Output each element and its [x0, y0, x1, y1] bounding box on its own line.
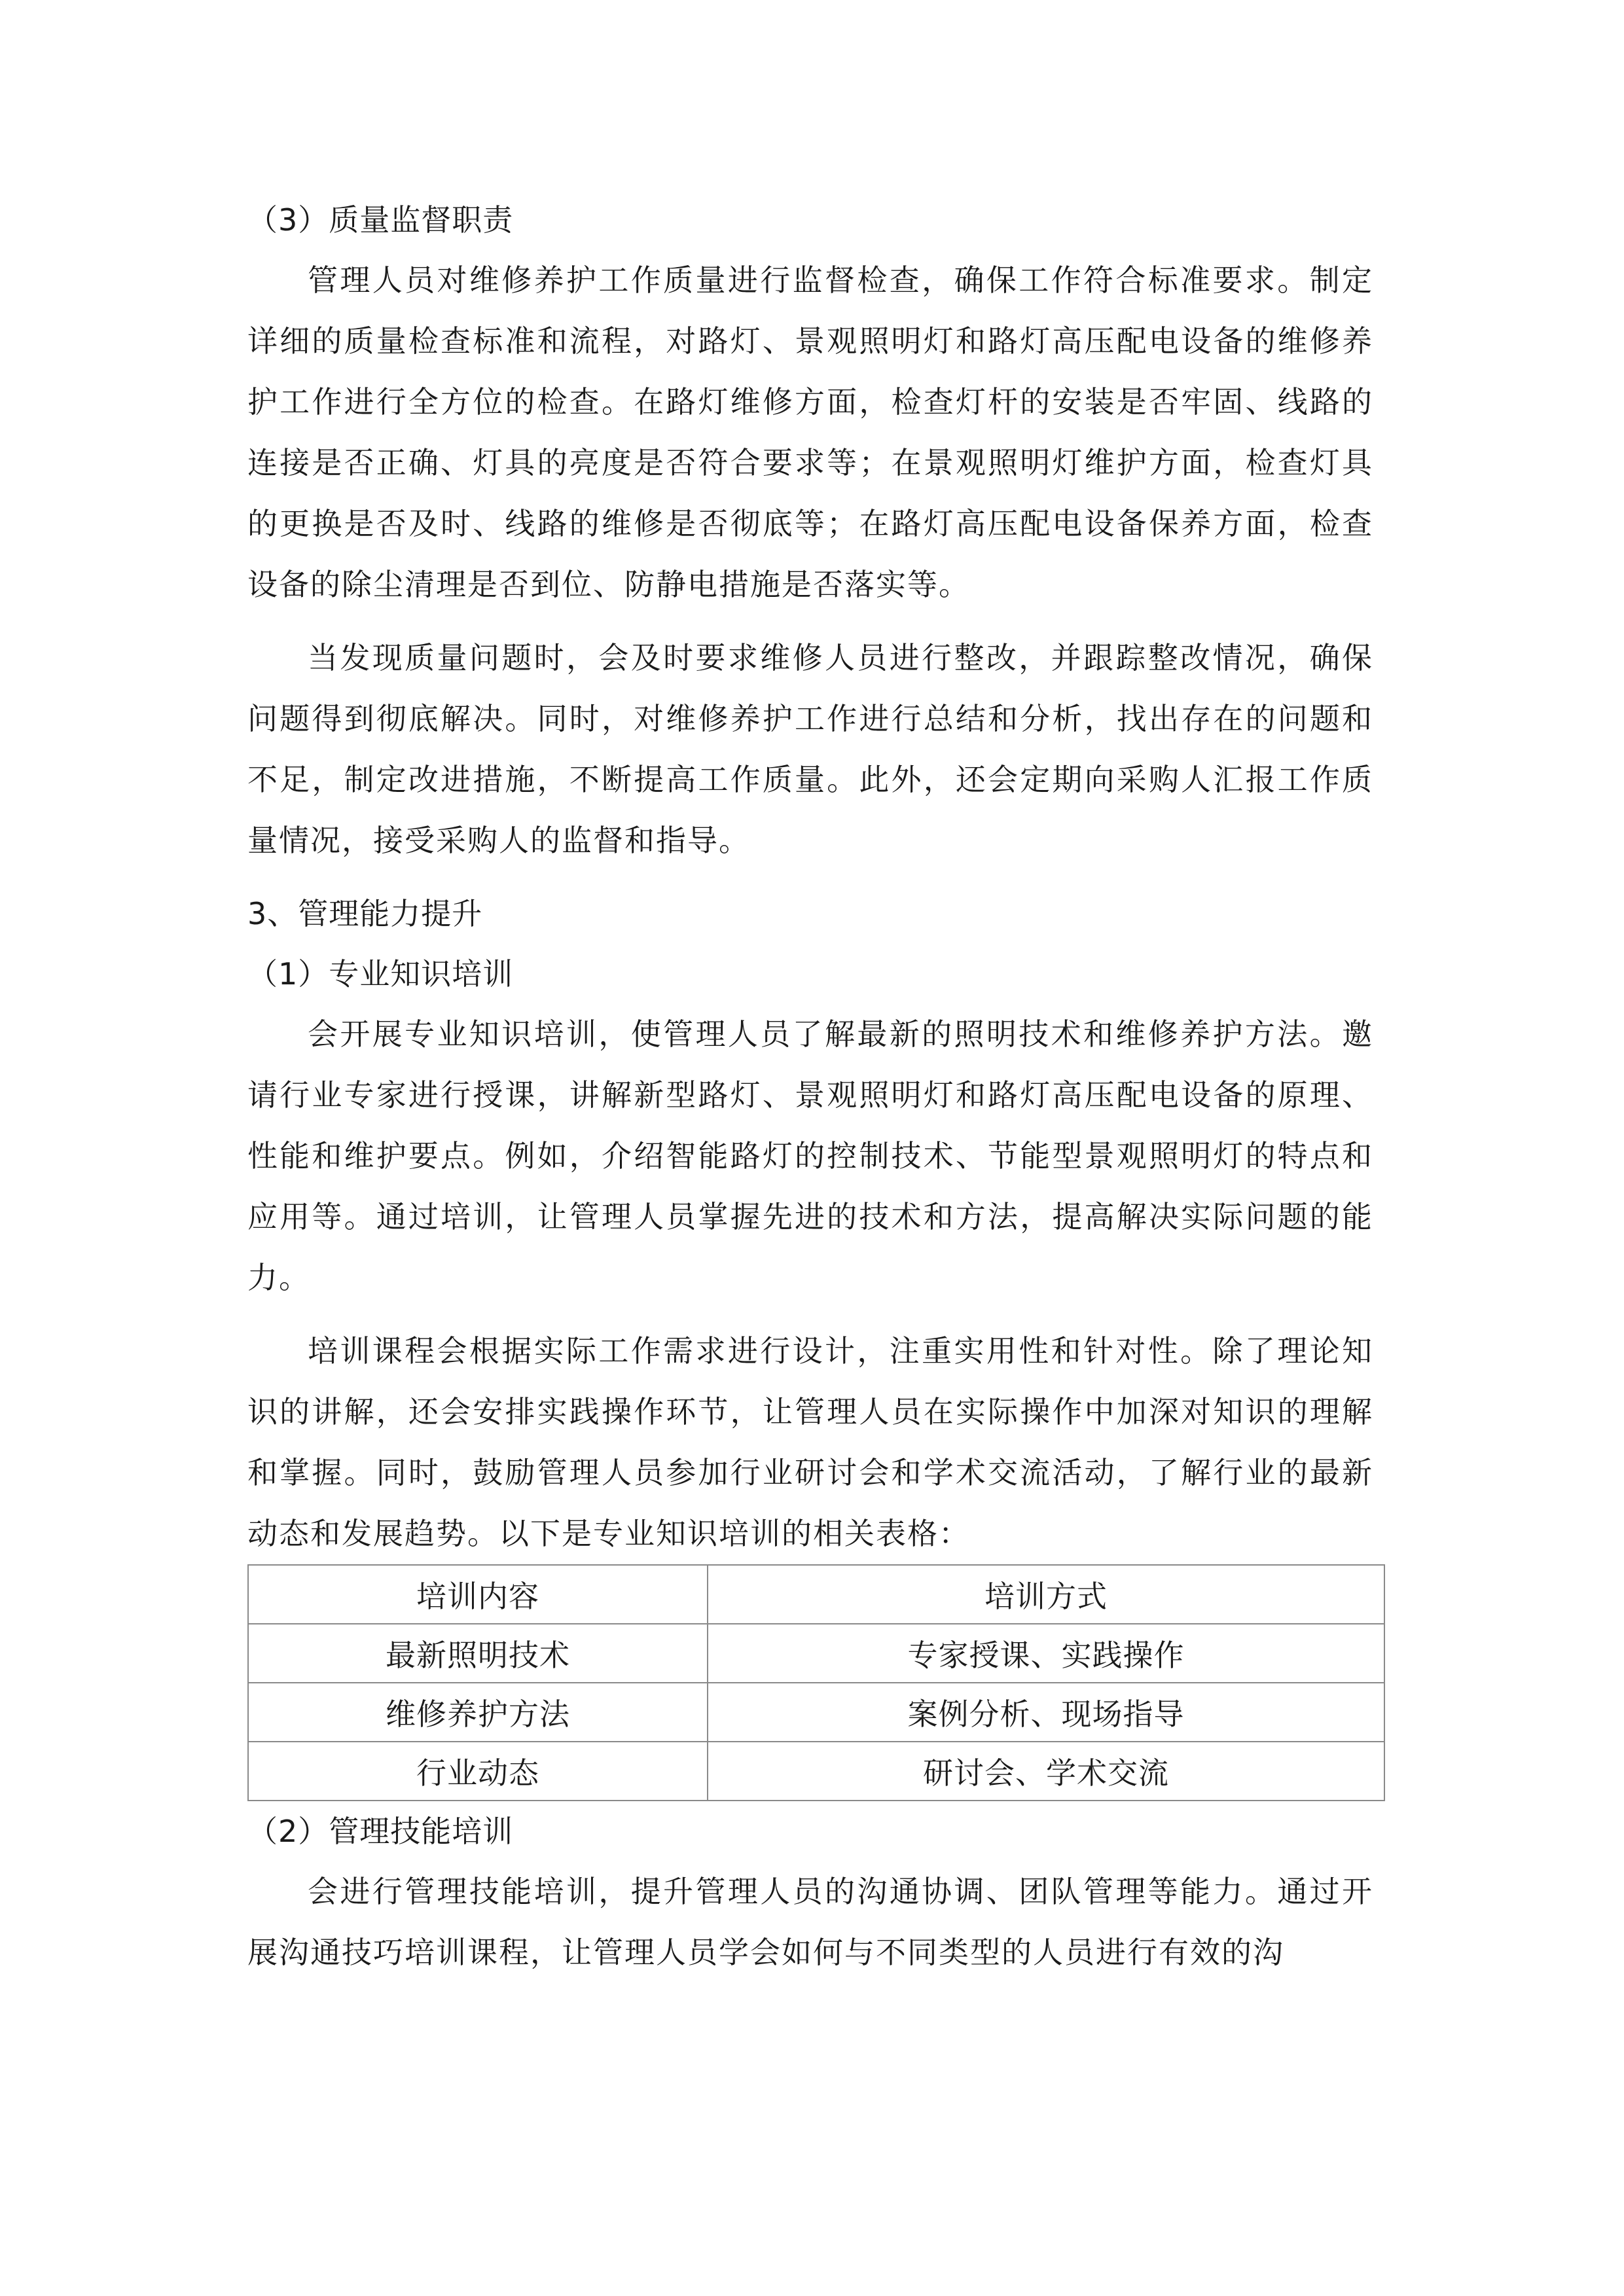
table-cell: 最新照明技术 [248, 1624, 708, 1683]
paragraph-skills-1: 会进行管理技能培训，提升管理人员的沟通协调、团队管理等能力。通过开展沟通技巧培训课程，让管理人员学会如何与不同类型的人员进行有效的沟 [247, 1874, 1373, 1970]
paragraph-quality-1: 管理人员对维修养护工作质量进行监督检查，确保工作符合标准要求。制定详细的质量检查标准和流程，对路灯、景观照明灯和路灯高压配电设备的维修养护工作进行全方位的检查。在路灯维修方面，检查灯杆的安装是否牢固、线路的连接是否正确、灯具的亮度是否符合要求等；在景观照明灯维护方面，检查灯具的更换是否及时、线路的维修是否彻底等；在路灯高压配电设备保养方面，检查设备的除尘清理是否到位、防静电措施是否落实等。 [247, 262, 1373, 602]
table-cell: 维修养护方法 [248, 1683, 708, 1742]
paragraph-quality-2: 当发现质量问题时，会及时要求维修人员进行整改，并跟踪整改情况，确保问题得到彻底解决。同时，对维修养护工作进行总结和分析，找出存在的问题和不足，制定改进措施，不断提高工作质量。此外，还会定期向采购人汇报工作质量情况，接受采购人的监督和指导。 [247, 640, 1373, 858]
table-header-row [248, 1565, 1384, 1624]
table-cell: 行业动态 [248, 1742, 708, 1801]
table-header-cell: 培训方式 [708, 1565, 1384, 1624]
document-content [247, 190, 1373, 1983]
section-heading-capability: 3、管理能力提升 [247, 896, 483, 931]
table-row [248, 1742, 1384, 1801]
table-row [248, 1683, 1384, 1742]
table-header-cell: 培训内容 [248, 1565, 708, 1624]
table-cell: 研讨会、学术交流 [708, 1742, 1384, 1801]
paragraph-knowledge-2: 培训课程会根据实际工作需求进行设计，注重实用性和针对性。除了理论知识的讲解，还会安排实践操作环节，让管理人员在实际操作中加深对知识的理解和掌握。同时，鼓励管理人员参加行业研讨会和学术交流活动，了解行业的最新动态和发展趋势。以下是专业知识培训的相关表格： [247, 1333, 1373, 1551]
table-cell: 专家授课、实践操作 [708, 1624, 1384, 1683]
section-heading-skills: （2）管理技能培训 [247, 1814, 514, 1849]
table-cell: 案例分析、现场指导 [708, 1683, 1384, 1742]
section-heading-quality: （3）质量监督职责 [247, 202, 514, 238]
section-heading-knowledge: （1）专业知识培训 [247, 956, 514, 992]
table-row [248, 1624, 1384, 1683]
paragraph-knowledge-1: 会开展专业知识培训，使管理人员了解最新的照明技术和维修养护方法。邀请行业专家进行授课，讲解新型路灯、景观照明灯和路灯高压配电设备的原理、性能和维护要点。例如，介绍智能路灯的控制技术、节能型景观照明灯的特点和应用等。通过培训，让管理人员掌握先进的技术和方法，提高解决实际问题的能力。 [247, 1016, 1373, 1295]
training-table [247, 1564, 1385, 1801]
